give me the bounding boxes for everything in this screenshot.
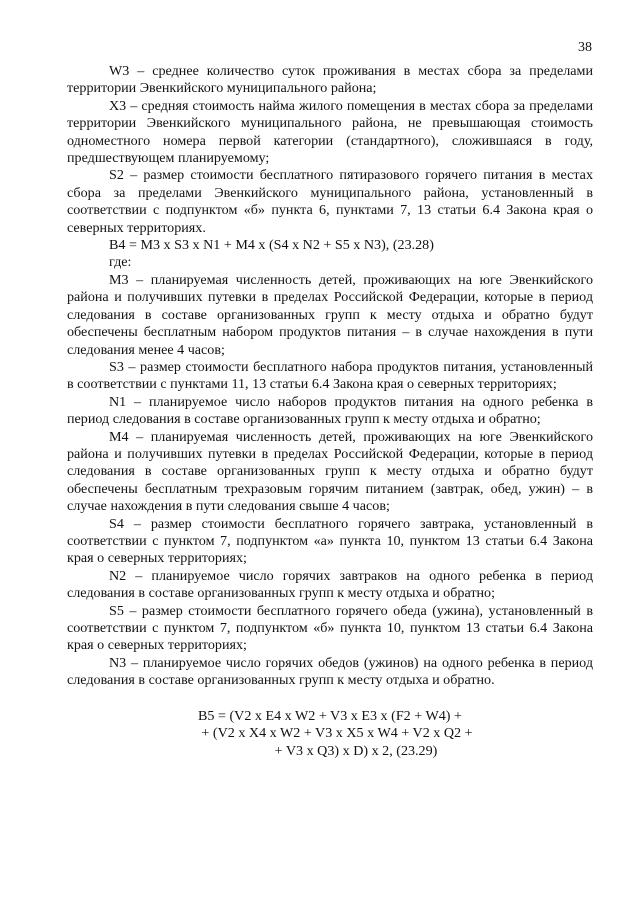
formula-b5-line-2: + (V2 x X4 x W2 + V3 x X5 x W4 + V2 x Q2 + bbox=[201, 725, 473, 742]
paragraph-n1-definition: N1 – планируемое число наборов продуктов питания на одного ребенка в период следования в составе организованных групп к месту отдыха и обратно; bbox=[67, 393, 593, 428]
paragraph-x3-definition: X3 – средняя стоимость найма жилого помещения в местах сбора за пределами территории Эвенкийского муниципального района, не превышающая стоимость одноместного номера первой категории (стандартного), сложившаяся в году, предшествующем планируемому; bbox=[67, 97, 593, 167]
paragraph-m4-definition: M4 – планируемая численность детей, проживающих на юге Эвенкийского района и получивших путевки в пределах Российской Федерации, которые в период следования в составе организованных групп к месту отдыха и обратно будут обеспечены бесплатным трехразовым горячим питанием (завтрак, обед, ужин) – в случае нахождения в пути следования свыше 4 часов; bbox=[67, 428, 593, 515]
formula-b5 bbox=[67, 708, 593, 761]
paragraph-m3-definition: M3 – планируемая численность детей, проживающих на юге Эвенкийского района и получивших путевки в пределах Российской Федерации, которые в период следования в составе организованных групп к месту отдыха и обратно будут обеспечены бесплатным набором продуктов питания – в случае нахождения в пути следования менее 4 часов; bbox=[67, 271, 593, 358]
formula-b4: B4 = M3 x S3 x N1 + M4 x (S4 x N2 + S5 x N3), (23.28) bbox=[109, 237, 434, 254]
formula-b5-line-1: B5 = (V2 x E4 x W2 + V3 x E3 x (F2 + W4) + bbox=[198, 707, 462, 724]
document-body bbox=[67, 63, 593, 760]
paragraph-s2-definition: S2 – размер стоимости бесплатного пятиразового горячего питания в местах сбора за пределами Эвенкийского муниципального района, установленный в соответствии с подпунктом «б» пункта 6, пунктами 7, 13 статьи 6.4 Закона края о северных территориях. bbox=[67, 167, 593, 236]
paragraph-n3-definition: N3 – планируемое число горячих обедов (ужинов) на одного ребенка в период следования в составе организованных групп к месту отдыха и обратно. bbox=[67, 654, 593, 689]
paragraph-n2-definition: N2 – планируемое число горячих завтраков на одного ребенка в период следования в составе организованных групп к месту отдыха и обратно; bbox=[67, 567, 593, 602]
formula-b5-line-3: + V3 x Q3) x D) x 2, (23.29) bbox=[274, 742, 438, 759]
paragraph-s3-definition: S3 – размер стоимости бесплатного набора продуктов питания, установленный в соответствии с пунктами 11, 13 статьи 6.4 Закона края о северных территориях; bbox=[67, 358, 593, 393]
paragraph-s4-definition: S4 – размер стоимости бесплатного горячего завтрака, установленный в соответствии с пунктом 7, подпунктом «а» пункта 10, пунктом 13 статьи 6.4 Закона края о северных территориях; bbox=[67, 515, 593, 567]
where-label: где: bbox=[109, 254, 132, 271]
paragraph-s5-definition: S5 – размер стоимости бесплатного горячего обеда (ужина), установленный в соответствии с пунктом 7, подпунктом «б» пункта 10, пунктом 13 статьи 6.4 Закона края о северных территориях; bbox=[67, 602, 593, 654]
paragraph-w3-definition: W3 – среднее количество суток проживания в местах сбора за пределами территории Эвенкийского муниципального района; bbox=[67, 63, 593, 97]
page-number: 38 bbox=[578, 40, 592, 55]
